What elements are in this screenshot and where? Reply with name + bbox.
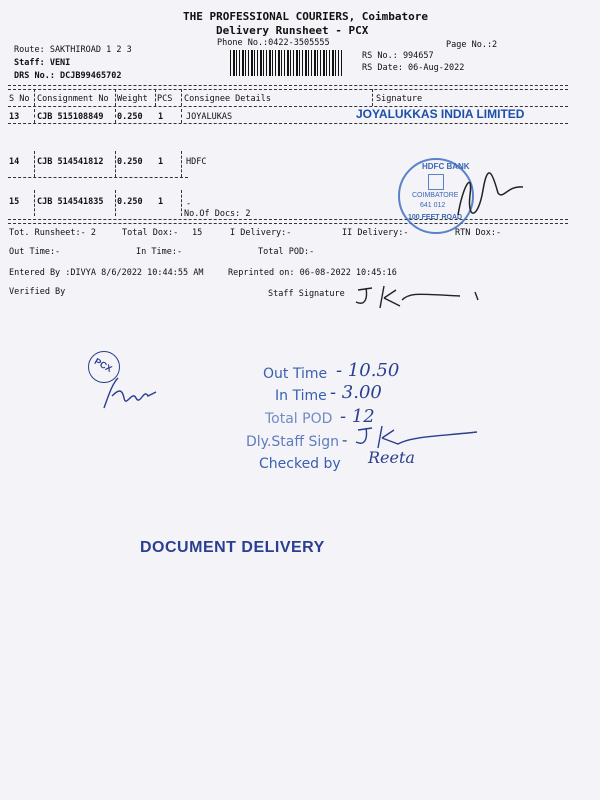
column-divider	[115, 89, 116, 106]
pcx-stamp-text: PCX	[92, 356, 114, 374]
hdfc-stamp-top: HDFC BANK	[422, 162, 470, 171]
row-13-consignee: JOYALUKAS	[186, 112, 233, 122]
column-divider	[115, 151, 116, 177]
company-title: THE PROFESSIONAL COURIERS, Coimbatore	[183, 10, 429, 23]
staff-signature	[350, 282, 490, 312]
column-divider	[115, 109, 116, 123]
no-of-docs: No.Of Docs: 2	[184, 209, 251, 219]
stamp-staff-sign-label: Dly.Staff Sign	[246, 434, 339, 450]
row-14-consignment: CJB 514541812	[37, 157, 104, 167]
route: Route: SAKTHIROAD 1 2 3	[14, 45, 132, 55]
hdfc-signature	[448, 165, 528, 225]
row-15-pcs: 1	[158, 197, 164, 207]
staff: Staff: VENI	[14, 58, 71, 68]
header-pcs: PCS	[157, 94, 173, 104]
column-divider	[34, 109, 35, 123]
rs-date: RS Date: 06-Aug-2022	[362, 63, 465, 73]
column-divider	[34, 151, 35, 177]
divider	[8, 123, 568, 124]
row-15-consignment: CJB 514541835	[37, 197, 104, 207]
row-13-consignment: CJB 515108849	[37, 112, 104, 122]
row-13-weight: 0.250	[117, 112, 143, 122]
staff-signature-label: Staff Signature	[268, 289, 345, 299]
row-15-weight: 0.250	[117, 197, 143, 207]
entered-by: Entered By :DIVYA 8/6/2022 10:44:55 AM	[9, 268, 204, 278]
column-divider	[34, 190, 35, 216]
hdfc-stamp-bottom: 100 FEET ROAD	[408, 214, 463, 221]
stamp-out-time-value: - 10.50	[336, 360, 400, 381]
header-consignee: Consignee Details	[184, 94, 271, 104]
joyalukkas-stamp: JOYALUKKAS INDIA LIMITED	[356, 107, 525, 121]
rtn-dox: RTN Dox:-	[455, 228, 502, 238]
column-divider	[181, 151, 182, 177]
page-number: Page No.:2	[446, 40, 498, 50]
column-divider	[181, 89, 182, 106]
stamp-total-pod-label: Total POD	[265, 411, 333, 427]
stamp-out-time-label: Out Time	[263, 366, 328, 382]
header-weight: Weight	[117, 94, 148, 104]
total-dox-label: Total Dox:-	[122, 228, 179, 238]
header-sno: S No	[9, 94, 30, 104]
divider	[8, 89, 568, 90]
row-14-pcs: 1	[158, 157, 164, 167]
stamp-staff-sign-value: -	[342, 430, 348, 449]
pcx-signature	[98, 372, 168, 412]
out-time: Out Time:-	[9, 247, 61, 257]
sheet-title: Delivery Runsheet - PCX	[216, 24, 369, 37]
row-14-weight: 0.250	[117, 157, 143, 167]
stamp-in-time-label: In Time	[275, 388, 327, 404]
total-runsheet: Tot. Runsheet:- 2	[9, 228, 96, 238]
stamp-total-pod-value: - 12	[340, 406, 375, 427]
row-15-consignee: -	[186, 199, 192, 209]
stamp-checked-by-label: Checked by	[259, 456, 341, 472]
column-divider	[181, 109, 182, 123]
hdfc-stamp-city: COIMBATORE	[412, 192, 459, 199]
verified-by: Verified By	[9, 287, 66, 297]
row-14-consignee: HDFC	[186, 157, 207, 167]
column-divider	[34, 89, 35, 106]
divider	[8, 85, 568, 86]
row-13-pcs: 1	[158, 112, 164, 122]
i-delivery: I Delivery:-	[230, 228, 292, 238]
stamp-checked-by-value: Reeta	[368, 448, 415, 467]
column-divider	[372, 89, 373, 106]
hdfc-logo-icon	[428, 174, 444, 190]
rs-number: RS No.: 994657	[362, 51, 434, 61]
stamp-in-time-value: - 3.00	[330, 382, 382, 403]
total-pod: Total POD:-	[258, 247, 315, 257]
reprinted-on: Reprinted on: 06-08-2022 10:45:16	[228, 268, 397, 278]
row-15-sno: 15	[9, 197, 20, 207]
row-13-sno: 13	[9, 112, 20, 122]
divider	[8, 177, 188, 178]
in-time: In Time:-	[136, 247, 183, 257]
column-divider	[181, 190, 182, 216]
column-divider	[155, 89, 156, 106]
total-dox-value: 15	[192, 228, 203, 238]
column-divider	[115, 190, 116, 216]
barcode	[230, 50, 342, 76]
hdfc-stamp-pin: 641 012	[420, 202, 446, 209]
header-signature: Signature	[376, 94, 423, 104]
header-consignment: Consignment No	[37, 94, 109, 104]
phone-number: Phone No.:0422-3505555	[217, 38, 330, 48]
row-14-sno: 14	[9, 157, 20, 167]
ii-delivery: II Delivery:-	[342, 228, 409, 238]
document-delivery-stamp: DOCUMENT DELIVERY	[140, 539, 325, 556]
drs-number: DRS No.: DCJB99465702	[14, 71, 122, 81]
